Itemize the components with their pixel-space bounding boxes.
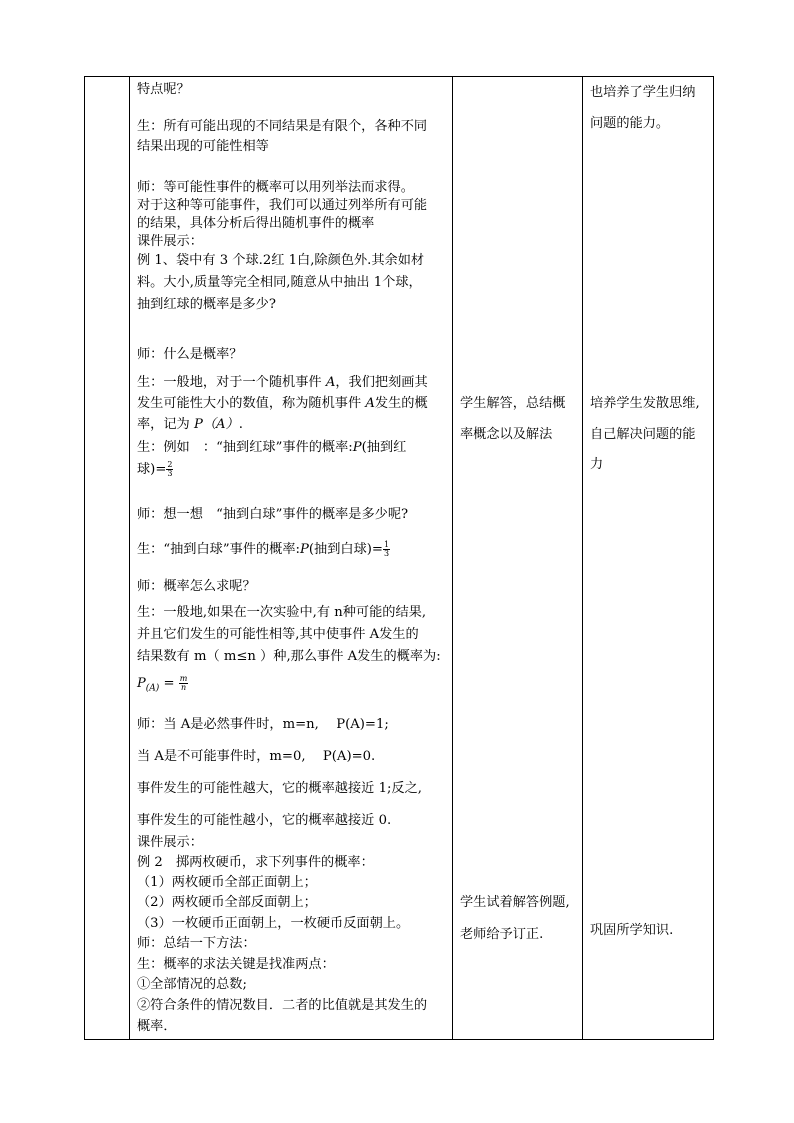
fraction-numerator: 1 [383,540,390,549]
teaching-process-cell [130,77,453,1040]
text-line: 师：想一想 “抽到白球”事件的概率是多少呢? [137,507,409,522]
text-line: （1）两枚硬币全部正面朝上； [137,875,317,890]
text-line: 师：什么是概率？ [137,347,243,362]
fraction-numerator: m [179,674,188,683]
text-segment: 生：“抽到白球”事件的概率: [137,542,300,557]
text-line: 自己解决问题的能 [590,427,696,442]
formula-equals: = [159,676,179,691]
text-line: （3）一枚硬币正面朝上，一枚硬币反面朝上。 [137,916,410,931]
text-line: 师：概率怎么求呢？ [137,579,256,594]
text-line: ①全部情况的总数; [137,977,247,992]
fraction-denominator: 3 [167,469,173,478]
text-line: 培养学生发散思维, [590,396,700,411]
text-segment: 生：例如 ：“抽到红球”事件的概率: [137,440,353,455]
design-intent-cell [583,77,714,1040]
text-segment: 发生的概 [374,396,428,411]
text-line: 也培养了学生归纳 [590,85,696,100]
text-line: 率概念以及解法 [460,427,553,442]
variable-p: P [352,440,362,455]
text-line: 概率． [137,1019,177,1034]
text-line: 巩固所学知识. [590,923,674,938]
variable-a: A [325,375,336,390]
fraction [383,541,390,558]
text-segment: ，我们把刻画其 [335,375,428,390]
text-line: 结果数有 m（ m≤n ）种,那么事件 A发生的概率为: [137,649,441,664]
text-line: 老师给予订正. [460,927,544,942]
text-line: 特点呢？ [137,82,190,97]
text-line: 生：一般地,如果在一次实验中,有 n种可能的结果, [137,605,427,620]
text-segment: 球)= [137,462,167,477]
variable-p: P [300,542,309,557]
text-line: 例 2 掷两枚硬币，求下列事件的概率： [137,855,374,870]
text-line: 例 1、袋中有 3 个球.2红 1白,除颜色外.其余如材 [137,253,425,268]
fraction [166,461,173,478]
text-line: 生：概率的求法关键是找准两点： [137,957,335,972]
text-line: 课件展示： [137,234,203,249]
text-line: 结果出现的可能性相等 [137,139,269,154]
fraction-numerator: 2 [167,460,173,469]
formula-p [137,676,160,694]
fraction-denominator: n [180,683,187,692]
text-segment: 生：一般地，对于一个随机事件 [137,375,326,390]
probability-notation: P（A） [193,417,239,432]
text-segment: 率，记为 [137,417,194,432]
text-line: 事件发生的可能性越大，它的概率越接近 1;反之, [137,781,422,796]
text-line [137,439,406,457]
text-line: 师：等可能性事件的概率可以用列举法而求得。 [137,180,414,195]
text-line: 师：当 A是必然事件时，m=n, P(A)=1; [137,717,389,732]
text-line [137,416,243,434]
text-line: 料。大小,质量等完全相同,随意从中抽出 1个球， [137,275,422,290]
text-segment: 发生可能性大小的数值，称为随机事件 [137,396,366,411]
student-activity-cell [453,77,583,1040]
text-line: 力 [590,457,604,472]
text-line: 问题的能力。 [590,116,670,131]
lesson-table [84,76,714,1040]
text-line: 对于这种等可能事件，我们可以通过列举所有可能 [137,198,428,213]
text-line: 生：所有可能出现的不同结果是有限个，各种不同 [137,119,428,134]
text-line [137,374,428,392]
text-line: 并且它们发生的可能性相等,其中使事件 A发生的 [137,627,419,642]
text-line [137,395,428,413]
text-line: 的结果，具体分析后得出随机事件的概率 [137,216,375,231]
text-line: 学生解答，总结概 [460,396,566,411]
variable-p: P [137,676,146,691]
text-line [137,461,173,479]
text-segment: (抽到白球)= [308,542,383,557]
text-segment: . [238,417,243,432]
text-line: 学生试着解答例题, [460,895,570,910]
fraction-denominator: 3 [383,549,390,558]
text-segment: (抽到红 [361,440,407,455]
text-line: 当 A是不可能事件时，m=0, P(A)=0. [137,749,376,764]
text-line [137,541,390,559]
variable-a: A [365,396,375,411]
text-line: ②符合条件的情况数目．二者的比值就是其发生的 [137,998,428,1013]
formula-line [137,675,188,698]
text-line: 师：总结一下方法： [137,936,256,951]
fraction [179,675,189,692]
text-line: 课件展示： [137,835,203,850]
text-line: 抽到红球的概率是多少? [137,297,276,312]
text-line: （2）两枚硬币全部反面朝上； [137,895,317,910]
text-line: 事件发生的可能性越小，它的概率越接近 0. [137,813,392,828]
table-row [85,77,714,1040]
formula-subscript: (A) [145,683,160,694]
empty-column-cell [85,77,130,1040]
